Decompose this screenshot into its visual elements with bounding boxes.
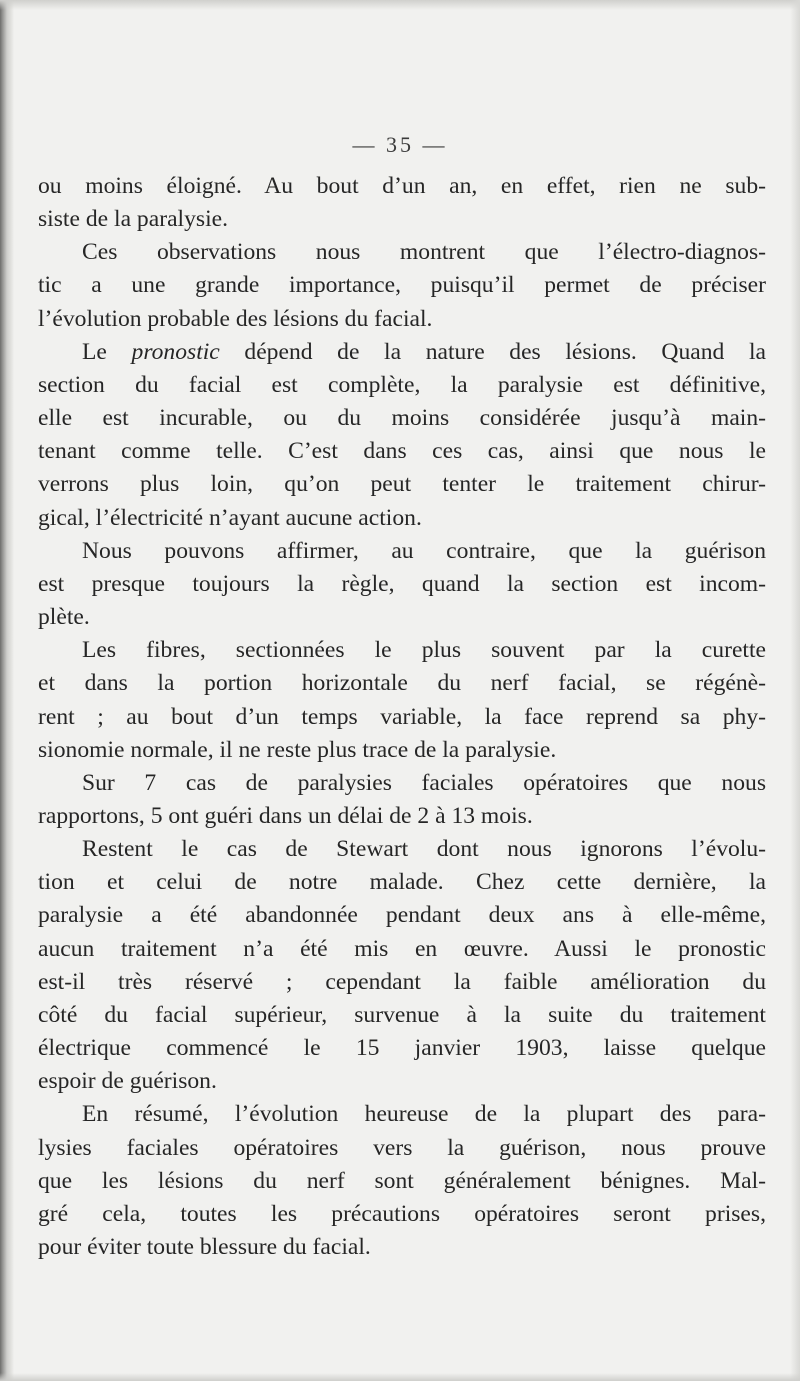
- text-line: espoir de guérison.: [38, 1068, 217, 1095]
- text-line: En résumé, l’évolution heureuse de la plupart des para-: [82, 1101, 766, 1128]
- scan-shadow-bottom: [0, 1373, 800, 1381]
- text-line: gré cela, toutes les précautions opératoires seront prises,: [38, 1200, 766, 1227]
- text-line: Restent le cas de Stewart dont nous ignorons l’évolu-: [82, 836, 766, 863]
- text-line: côté du facial supérieur, survenue à la suite du traitement: [38, 1001, 766, 1028]
- text-line: est presque toujours la règle, quand la section est incom-: [38, 570, 766, 597]
- paragraph-3: [38, 336, 766, 535]
- scan-shadow-right: [790, 0, 800, 1381]
- text-line: paralysie a été abandonnée pendant deux ans à elle-même,: [38, 902, 766, 929]
- paragraph-6: [38, 767, 766, 833]
- paragraph-7: [38, 833, 766, 1098]
- line-rest: dépend de la nature des lésions. Quand la: [219, 338, 766, 365]
- text-line: et dans la portion horizontale du nerf facial, se régénè-: [38, 670, 766, 697]
- paragraph-2: [38, 236, 766, 335]
- text-line: siste de la paralysie.: [38, 206, 228, 233]
- text-line: [38, 336, 766, 369]
- scan-shadow-left: [0, 0, 14, 1381]
- text-line: rapportons, 5 ont guéri dans un délai de 2 à 13 mois.: [38, 802, 533, 829]
- text-line: pour éviter toute blessure du facial.: [38, 1234, 371, 1260]
- text-line: électrique commencé le 15 janvier 1903, laisse quelque: [38, 1035, 766, 1062]
- paragraph-4: [38, 535, 766, 634]
- text-line: lysies faciales opératoires vers la guérison, nous prouve: [38, 1134, 766, 1161]
- text-line: ou moins éloigné. Au bout d’un an, en effet, rien ne sub-: [38, 173, 766, 199]
- text-line: est-il très réservé ; cependant la faible amélioration du: [38, 968, 766, 995]
- text-line: Ces observations nous montrent que l’électro-diagnos-: [82, 239, 766, 266]
- body-text: [38, 170, 766, 1264]
- lead-word: Le: [82, 338, 132, 365]
- text-line: que les lésions du nerf sont généralement bénignes. Mal-: [38, 1167, 766, 1194]
- scan-shadow-top: [0, 0, 800, 10]
- text-line: Les fibres, sectionnées le plus souvent par la curette: [82, 637, 766, 664]
- text-line: aucun traitement n’a été mis en œuvre. Aussi le pronostic: [38, 935, 766, 962]
- paragraph-5: [38, 634, 766, 767]
- text-line: tion et celui de notre malade. Chez cette dernière, la: [38, 869, 766, 896]
- text-line: Nous pouvons affirmer, au contraire, que la guérison: [82, 537, 766, 564]
- text-line: sionomie normale, il ne reste plus trace de la paralysie.: [38, 736, 557, 763]
- text-line: plète.: [38, 604, 90, 631]
- text-line: l’évolution probable des lésions du facial.: [38, 305, 433, 332]
- paragraph-8: [38, 1098, 766, 1264]
- text-line: verrons plus loin, qu’on peut tenter le traitement chirur-: [38, 471, 766, 498]
- text-line: elle est incurable, ou du moins considérée jusqu’à main-: [38, 405, 766, 432]
- text-line: section du facial est complète, la paralysie est définitive,: [38, 371, 766, 398]
- text-line: gical, l’électricité n’ayant aucune action.: [38, 504, 422, 531]
- text-line: tenant comme telle. C’est dans ces cas, ainsi que nous le: [38, 438, 766, 465]
- page-number: — 35 —: [352, 132, 448, 157]
- text-line: rent ; au bout d’un temps variable, la face reprend sa phy-: [38, 703, 766, 730]
- text-line: Sur 7 cas de paralysies faciales opératoires que nous: [82, 769, 766, 796]
- italic-term: pronostic: [131, 338, 220, 365]
- paragraph-1: [38, 170, 766, 236]
- text-line: tic a une grande importance, puisqu’il permet de préciser: [38, 272, 766, 299]
